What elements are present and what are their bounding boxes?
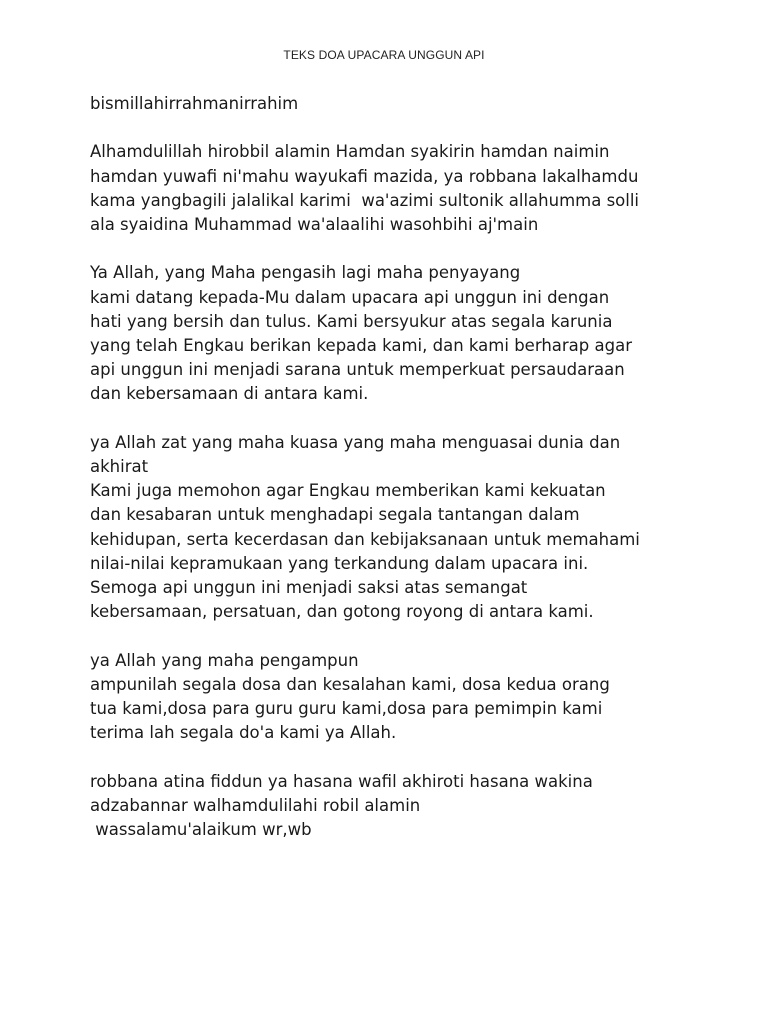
document-body: [90, 92, 710, 866]
text-line: kehidupan, serta kecerdasan dan kebijaksanaan untuk memahami: [90, 529, 640, 549]
text-line: tua kami,dosa para guru guru kami,dosa para pemimpin kami: [90, 699, 603, 719]
paragraph-closing: [90, 770, 710, 843]
text-line: Alhamdulillah hirobbil alamin Hamdan syakirin hamdan naimin: [90, 142, 610, 162]
text-line: dan kesabaran untuk menghadapi segala tantangan dalam: [90, 505, 580, 525]
text-line: Ya Allah, yang Maha pengasih lagi maha penyayang: [90, 263, 521, 283]
document-title: TEKS DOA UPACARA UNGGUN API: [283, 48, 485, 62]
text-line: akhirat: [90, 457, 149, 476]
text-line: yang telah Engkau berikan kepada kami, dan kami berharap agar: [90, 336, 632, 355]
paragraph-opening: [90, 92, 710, 116]
text-line: Kami juga memohon agar Engkau memberikan kami kekuatan: [90, 481, 606, 501]
text-line: ampunilah segala dosa dan kesalahan kami, dosa kedua orang: [90, 674, 610, 694]
text-line: terima lah segala do'a kami ya Allah.: [90, 723, 397, 743]
text-line: ala syaidina Muhammad wa'alaalihi wasohbihi aj'main: [90, 215, 539, 234]
text-line: ya Allah yang maha pengampun: [90, 650, 359, 670]
paragraph-request: [90, 431, 710, 625]
text-line: wassalamu'alaikum wr,wb: [90, 820, 312, 840]
text-line: nilai-nilai kepramukaan yang terkandung dalam upacara ini.: [90, 553, 589, 573]
text-line: kama yangbagili jalalikal karimi wa'azimi sultonik allahumma solli: [90, 190, 640, 210]
text-line: bismillahirrahmanirrahim: [90, 94, 299, 113]
text-line: robbana atina fiddun ya hasana wafil akhiroti hasana wakina: [90, 771, 593, 791]
text-line: hamdan yuwafi ni'mahu wayukafi mazida, ya robbana lakalhamdu: [90, 166, 639, 186]
text-line: dan kebersamaan di antara kami.: [90, 384, 369, 404]
text-line: Semoga api unggun ini menjadi saksi atas semangat: [90, 578, 528, 598]
text-line: adzabannar walhamdulilahi robil alamin: [90, 795, 421, 815]
paragraph-praise: [90, 140, 710, 237]
text-line: kebersamaan, persatuan, dan gotong royong di antara kami.: [90, 602, 594, 622]
paragraph-forgiveness: [90, 649, 710, 746]
text-line: kami datang kepada-Mu dalam upacara api unggun ini dengan: [90, 287, 610, 307]
text-line: api unggun ini menjadi sarana untuk memperkuat persaudaraan: [90, 360, 625, 380]
text-line: hati yang bersih dan tulus. Kami bersyukur atas segala karunia: [90, 311, 613, 331]
text-line: ya Allah zat yang maha kuasa yang maha menguasai dunia dan: [90, 432, 621, 452]
paragraph-gratitude: [90, 261, 710, 406]
